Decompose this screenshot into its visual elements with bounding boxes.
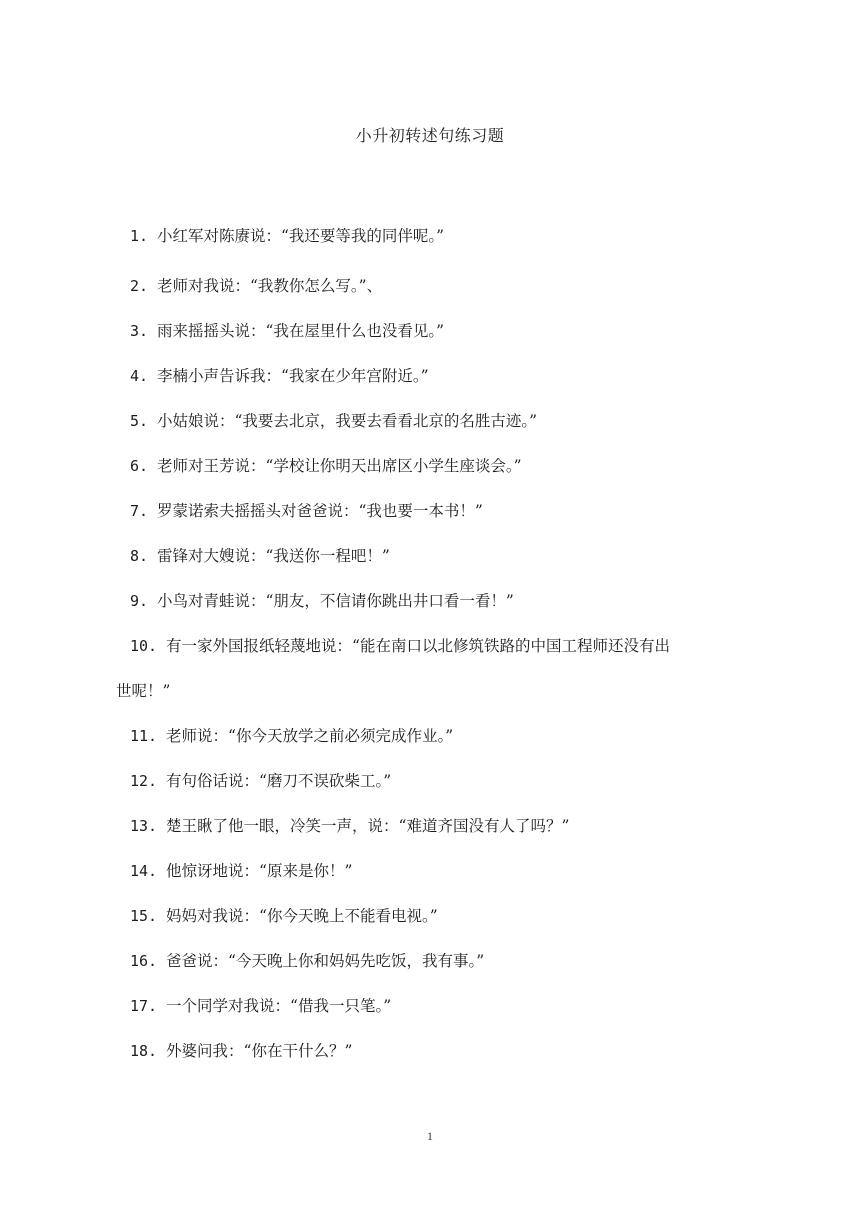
question-number: 5.	[130, 412, 149, 430]
question-text: 老师说：“你今天放学之前必须完成作业。”	[166, 727, 454, 745]
question-text: 有一家外国报纸轻蔑地说：“能在南口以北修筑铁路的中国工程师还没有出	[166, 637, 670, 655]
question-number: 1.	[130, 227, 149, 245]
question-item	[130, 224, 750, 248]
question-item	[130, 724, 750, 748]
question-item	[116, 634, 750, 703]
question-number: 9.	[130, 592, 149, 610]
question-text: 老师对王芳说：“学校让你明天出席区小学生座谈会。”	[157, 457, 522, 475]
question-text: 雷锋对大嫂说：“我送你一程吧！”	[157, 547, 390, 565]
page-number: 1	[427, 1129, 433, 1143]
question-text: 小姑娘说：“我要去北京，我要去看看北京的名胜古迹。”	[157, 412, 538, 430]
question-text: 爸爸说：“今天晚上你和妈妈先吃饭，我有事。”	[166, 952, 485, 970]
question-text: 李楠小声告诉我：“我家在少年宫附近。”	[157, 367, 429, 385]
question-item	[130, 409, 750, 433]
question-number: 15.	[130, 907, 158, 925]
question-item	[130, 274, 750, 298]
question-text-continuation: 世呢！”	[116, 682, 171, 700]
question-number: 11.	[130, 727, 158, 745]
question-item	[130, 364, 750, 388]
question-item	[130, 589, 750, 613]
question-number: 12.	[130, 772, 158, 790]
question-item	[130, 544, 750, 568]
question-item	[130, 769, 750, 793]
question-number: 10.	[130, 637, 158, 655]
question-list	[116, 224, 750, 1084]
question-text: 雨来摇摇头说：“我在屋里什么也没看见。”	[157, 322, 445, 340]
question-item	[130, 454, 750, 478]
question-text: 一个同学对我说：“借我一只笔。”	[166, 997, 392, 1015]
question-number: 16.	[130, 952, 158, 970]
question-text: 小鸟对青蛙说：“朋友，不信请你跳出井口看一看！”	[157, 592, 514, 610]
question-number: 18.	[130, 1042, 158, 1060]
question-number: 4.	[130, 367, 149, 385]
question-text: 他惊讶地说：“原来是你！”	[166, 862, 353, 880]
question-item	[130, 904, 750, 928]
question-number: 13.	[130, 817, 158, 835]
question-text: 罗蒙诺索夫摇摇头对爸爸说：“我也要一本书！”	[157, 502, 483, 520]
question-number: 3.	[130, 322, 149, 340]
question-number: 6.	[130, 457, 149, 475]
question-item	[130, 949, 750, 973]
question-number: 2.	[130, 277, 149, 295]
question-text: 有句俗话说：“磨刀不误砍柴工。”	[166, 772, 392, 790]
question-item	[130, 319, 750, 343]
question-item	[130, 814, 750, 838]
question-item	[130, 859, 750, 883]
page-title: 小升初转述句练习题	[355, 126, 505, 145]
question-text: 楚王瞅了他一眼，冷笑一声，说：“难道齐国没有人了吗？”	[166, 817, 570, 835]
question-item	[130, 994, 750, 1018]
question-item	[130, 499, 750, 523]
question-text: 老师对我说：“我教你怎么写。”、	[157, 277, 383, 295]
question-text: 外婆问我：“你在干什么？”	[166, 1042, 353, 1060]
question-text: 小红军对陈赓说：“我还要等我的同伴呢。”	[157, 227, 445, 245]
question-item	[130, 1039, 750, 1063]
question-number: 7.	[130, 502, 149, 520]
question-text: 妈妈对我说：“你今天晚上不能看电视。”	[166, 907, 438, 925]
question-number: 14.	[130, 862, 158, 880]
question-number: 17.	[130, 997, 158, 1015]
question-number: 8.	[130, 547, 149, 565]
